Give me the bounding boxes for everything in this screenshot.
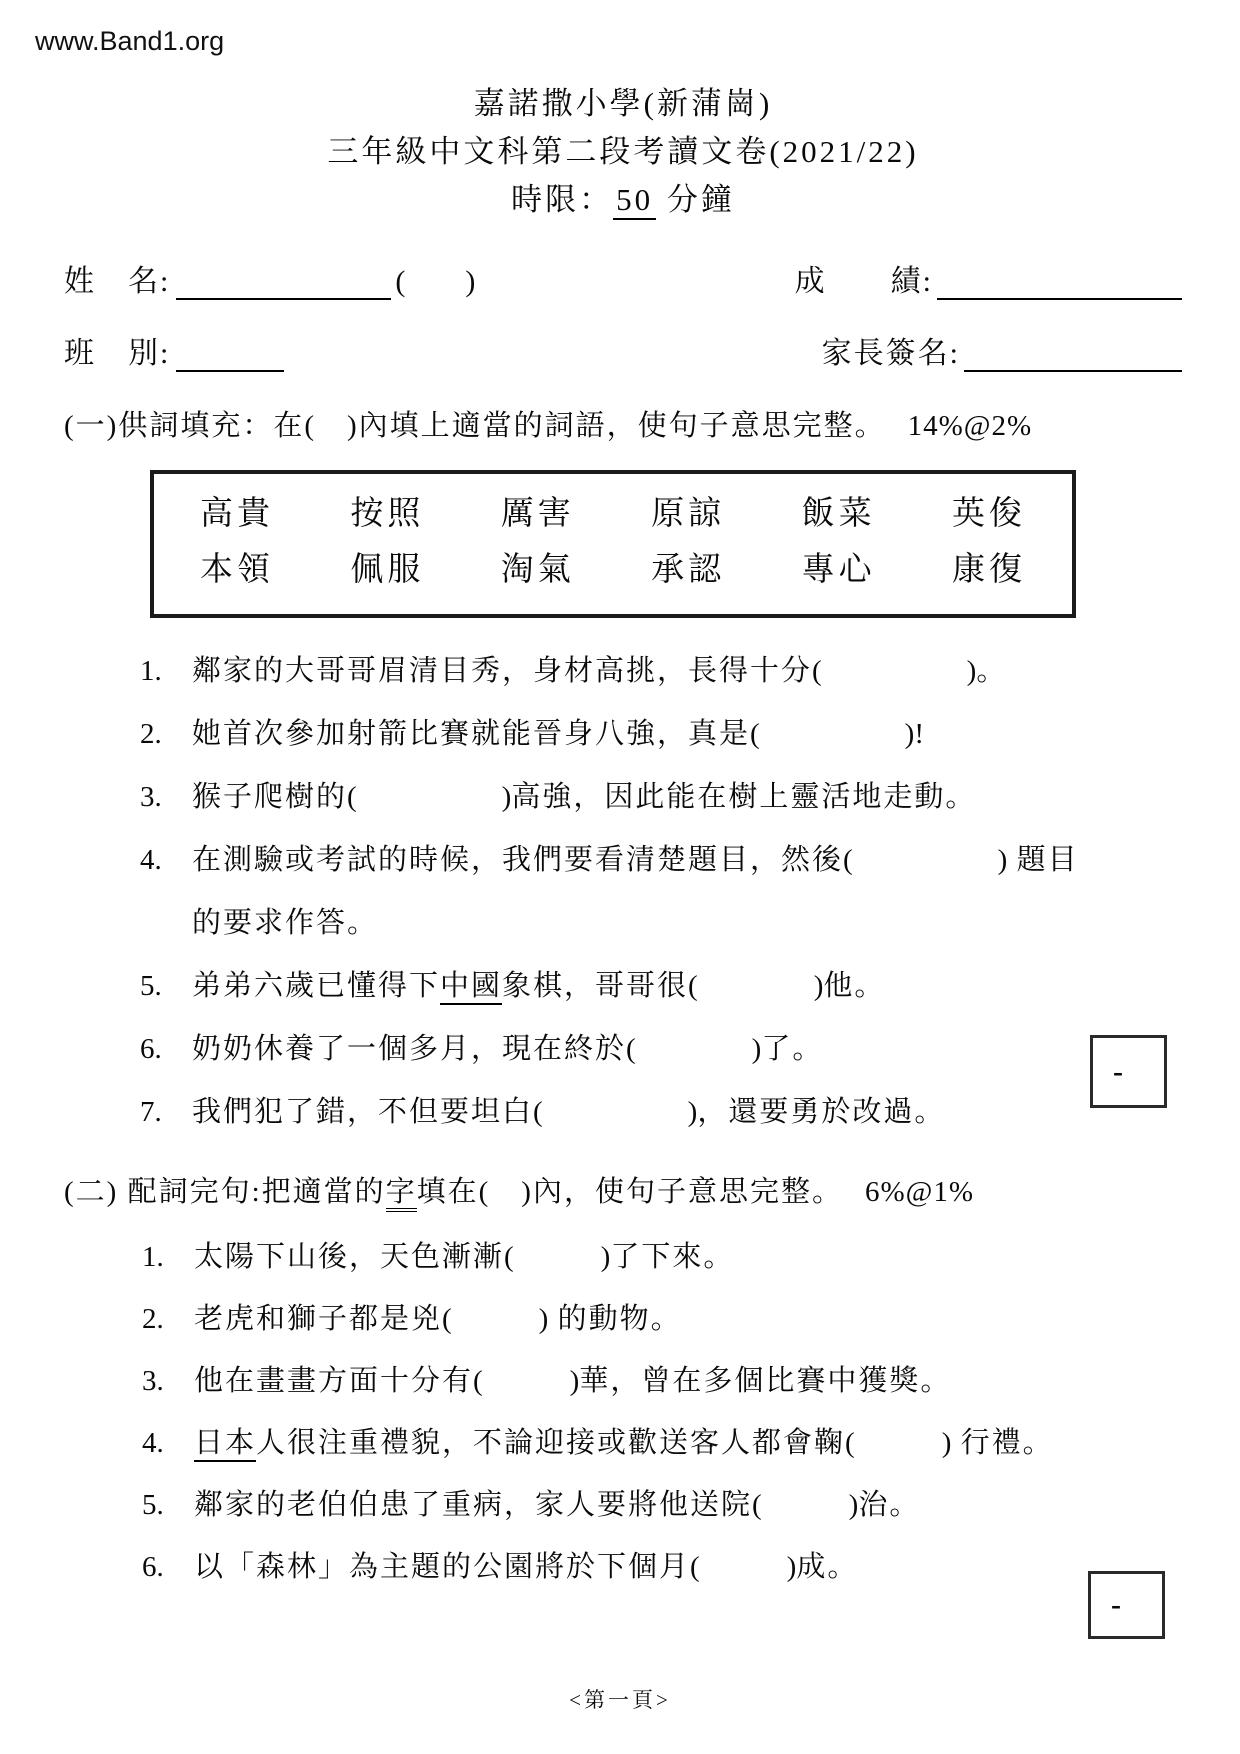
text-segment: 她首次參加射箭比賽就能晉身八強，真是: [192, 718, 751, 750]
answer-blank-field[interactable]: ( ): [688, 970, 824, 1002]
question-number: 4.: [142, 1427, 164, 1459]
question-text: [194, 1226, 1182, 1288]
time-limit-prefix: 時限：: [511, 182, 614, 217]
underlined-text: 日本: [194, 1427, 256, 1462]
question-text: [192, 703, 1182, 766]
question-number: 3.: [140, 781, 162, 813]
score-label: 成 績:: [794, 265, 933, 298]
text-segment: 。: [976, 655, 1008, 687]
question-text: [194, 1350, 1182, 1412]
question-number: 6.: [140, 1033, 162, 1065]
question-row: [142, 1536, 1182, 1598]
score-box-dash: -: [1113, 1054, 1123, 1088]
answer-blank-field[interactable]: ( ): [504, 1241, 611, 1273]
time-limit-value: 50: [613, 182, 656, 220]
answer-blank-field[interactable]: ( ): [473, 1365, 580, 1397]
text-segment: 治。: [858, 1489, 921, 1521]
score-group: [795, 256, 1182, 300]
text-segment: 行禮。: [951, 1427, 1054, 1459]
question-row: [140, 703, 1182, 766]
text-segment: ，還要勇於改過。: [697, 1096, 946, 1128]
answer-blank-field[interactable]: ( ): [845, 1427, 952, 1459]
score-box-section1[interactable]: [1090, 1035, 1167, 1108]
question-row: [140, 1018, 1182, 1081]
word-item: 厲害: [500, 496, 575, 532]
time-limit-suffix: 分鐘: [666, 182, 735, 217]
word-item: 高貴: [200, 496, 274, 532]
word-bank: [150, 470, 1076, 618]
question-text: [192, 1081, 1182, 1144]
score-box-section2[interactable]: [1088, 1571, 1165, 1639]
question-row: [142, 1474, 1182, 1536]
text-segment: 了。: [761, 1033, 824, 1065]
text-segment: 他。: [823, 970, 886, 1002]
page-footer: <第一頁>: [569, 1688, 671, 1712]
question-number: 5.: [140, 970, 162, 1002]
text-segment: 人很注重禮貌，不論迎接或歡送客人都會鞠: [256, 1427, 846, 1459]
answer-blank-field[interactable]: ( ): [626, 1033, 762, 1065]
info-row-name-score: [64, 256, 1182, 300]
text-segment: 猴子爬樹的: [192, 781, 348, 813]
section1-heading: [64, 404, 1182, 448]
answer-blank-field[interactable]: ( ): [750, 718, 915, 750]
question-text: [192, 955, 1182, 1018]
section1-instruction: (一)供詞填充：在( )內填上適當的詞語，使句子意思完整。: [64, 410, 886, 442]
text-segment: 弟弟六歲已懂得下: [192, 970, 441, 1002]
question-text: [194, 1412, 1182, 1474]
score-blank[interactable]: [937, 267, 1182, 300]
answer-blank-field[interactable]: ( ): [347, 781, 512, 813]
class-label: 班 別:: [64, 337, 171, 370]
text-segment: 高強，因此能在樹上靈活地走動。: [511, 781, 977, 813]
text-segment: 鄰家的大哥哥眉清目秀，身材高挑，長得十分: [192, 655, 813, 687]
text-segment: 在測驗或考試的時候，我們要看清楚題目，然後: [192, 844, 844, 876]
text-segment: !: [914, 718, 927, 750]
word-bank-row: [200, 486, 1026, 542]
question-number: 6.: [142, 1551, 164, 1583]
section1-question-list: [64, 640, 1182, 1144]
word-item: 承認: [651, 552, 726, 588]
word-item: 淘氣: [500, 552, 575, 588]
question-text: [192, 1018, 1182, 1081]
question-number: 7.: [140, 1096, 162, 1128]
word-item: 飯菜: [801, 496, 876, 532]
question-text: [192, 640, 1182, 703]
question-number: 2.: [142, 1303, 164, 1335]
exam-header: [64, 0, 1182, 224]
question-row: [140, 1081, 1182, 1144]
underlined-text: 中國: [440, 970, 502, 1005]
class-blank[interactable]: [176, 339, 284, 372]
school-name: 嘉諾撒小學(新蒲崗): [473, 86, 773, 121]
score-box-dash: -: [1111, 1588, 1121, 1621]
text-segment: 的要求作答。: [192, 907, 379, 939]
question-number: 2.: [140, 718, 162, 750]
text-segment: 填在( )內，使句子意思完整。: [416, 1176, 843, 1208]
question-row: [140, 766, 1182, 829]
word-item: 佩服: [350, 552, 425, 588]
answer-blank-field[interactable]: ( ): [690, 1551, 797, 1583]
word-item: 按照: [350, 496, 425, 532]
text-segment: 的動物。: [548, 1303, 682, 1335]
parent-sign-label: 家長簽名:: [821, 337, 960, 370]
underlined-text: 字: [386, 1176, 417, 1212]
exam-title: 三年級中文科第二段考讀文卷(2021/22): [327, 134, 919, 169]
text-segment: 鄰家的老伯伯患了重病，家人要將他送院: [194, 1489, 753, 1521]
word-item: 本領: [200, 552, 274, 588]
text-segment: 以「森林」為主題的公園將於下個月: [194, 1551, 691, 1583]
question-number: 4.: [140, 844, 162, 876]
time-limit-line: [64, 176, 1182, 224]
text-segment: 奶奶休養了一個多月，現在終於: [192, 1033, 627, 1065]
question-text: [192, 829, 1182, 955]
parent-sign-blank[interactable]: [964, 339, 1182, 372]
word-item: 原諒: [651, 496, 726, 532]
section1-marks: 14%@2%: [907, 410, 1033, 442]
answer-blank-field[interactable]: ( ): [752, 1489, 859, 1521]
question-text: [194, 1474, 1182, 1536]
name-blank[interactable]: [176, 267, 391, 300]
class-number-field[interactable]: ( ): [395, 265, 476, 298]
question-number: 1.: [142, 1241, 164, 1273]
info-row-class-parent: [64, 328, 1182, 372]
question-row: [140, 829, 1182, 955]
name-label: 姓 名:: [64, 265, 171, 298]
question-row: [142, 1288, 1182, 1350]
text-segment: 了下來。: [610, 1241, 735, 1273]
question-text: [192, 766, 1182, 829]
text-segment: 太陽下山後，天色漸漸: [194, 1241, 505, 1273]
word-item: 康復: [951, 552, 1026, 588]
text-segment: 他在畫畫方面十分有: [194, 1365, 474, 1397]
section2-heading: [64, 1170, 1182, 1214]
question-number: 1.: [140, 655, 162, 687]
question-row: [142, 1412, 1182, 1474]
question-number: 5.: [142, 1489, 164, 1521]
text-segment: (二) 配詞完句:把適當的: [64, 1176, 386, 1208]
answer-blank-field[interactable]: ( ): [533, 1096, 698, 1128]
text-segment: 華，曾在多個比賽中獲獎。: [579, 1365, 952, 1397]
word-bank-row: [200, 542, 1026, 598]
question-number: 3.: [142, 1365, 164, 1397]
question-row: [140, 640, 1182, 703]
section2-instruction: [64, 1176, 843, 1212]
section2-question-list: [64, 1226, 1182, 1598]
answer-blank-field[interactable]: ( ): [442, 1303, 549, 1335]
word-item: 專心: [801, 552, 876, 588]
text-segment: 題目: [1007, 844, 1079, 876]
word-item: 英俊: [951, 496, 1026, 532]
question-text: [194, 1288, 1182, 1350]
answer-blank-field[interactable]: ( ): [812, 655, 977, 687]
text-segment: 我們犯了錯，不但要坦白: [192, 1096, 534, 1128]
parent-sign-group: [822, 328, 1182, 372]
text-segment: 老虎和獅子都是兇: [194, 1303, 443, 1335]
question-row: [142, 1226, 1182, 1288]
answer-blank-field[interactable]: ( ): [843, 844, 1008, 876]
text-segment: 成。: [796, 1551, 859, 1583]
section2-marks: 6%@1%: [864, 1176, 974, 1208]
question-row: [140, 955, 1182, 1018]
question-row: [142, 1350, 1182, 1412]
question-text: [194, 1536, 1182, 1598]
text-segment: 象棋，哥哥很: [502, 970, 689, 1002]
watermark-url: www.Band1.org: [35, 26, 225, 56]
